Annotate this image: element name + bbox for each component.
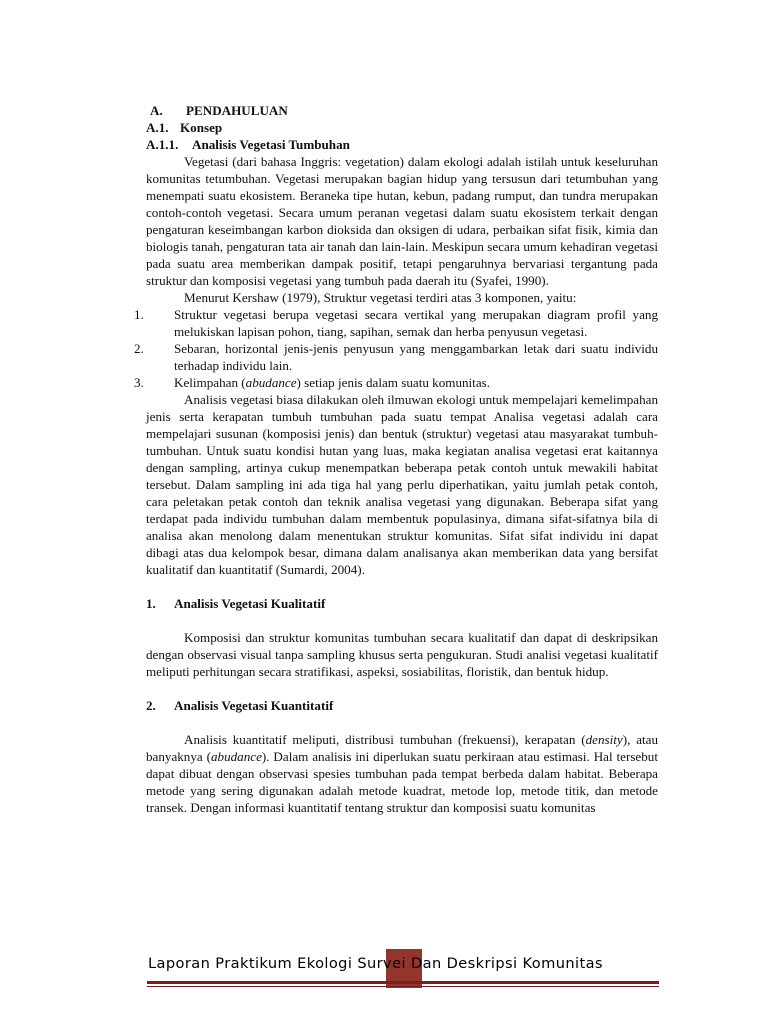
paragraph-kershaw: Menurut Kershaw (1979), Struktur vegetasi terdiri atas 3 komponen, yaitu: — [184, 290, 577, 305]
footer-rule-thin — [147, 986, 659, 987]
heading-title: PENDAHULUAN — [186, 103, 288, 118]
footer-rule-thick — [147, 981, 659, 984]
heading-number: A.1.1. — [146, 137, 179, 152]
heading-analisis-kuantitatif — [146, 697, 658, 714]
heading-title: Analisis Vegetasi Kuantitatif — [174, 698, 334, 713]
italic-term: density — [585, 732, 623, 747]
heading-analisis-vegetasi-tumbuhan — [146, 136, 658, 153]
paragraph-text: ), atau banyaknya ( — [146, 732, 659, 764]
paragraph-kuantitatif — [146, 731, 658, 816]
list-item — [134, 340, 658, 374]
heading-title: Analisis Vegetasi Kualitatif — [174, 596, 326, 611]
list-marker: 1. — [134, 307, 144, 322]
heading-title: Analisis Vegetasi Tumbuhan — [192, 137, 350, 152]
heading-number: 1. — [146, 596, 156, 611]
heading-pendahuluan — [146, 102, 658, 119]
list-item — [134, 374, 658, 391]
heading-number: A.1. — [146, 120, 169, 135]
list-item-text: Kelimpahan ( — [174, 375, 246, 390]
heading-analisis-kualitatif — [146, 595, 658, 612]
list-item-text: Struktur vegetasi berupa vegetasi secara vertikal yang merupakan diagram profil yang melukiskan lapisan pohon, tiang, sapihan, semak dan herba penyusun vegetasi. — [174, 307, 658, 339]
heading-number: A. — [150, 103, 163, 118]
paragraph-analisis-vegetasi: Analisis vegetasi biasa dilakukan oleh ilmuwan ekologi untuk mempelajari kemelimpahan jenis serta kerapatan tumbuh tumbuhan pada suatu tempat Analisa vegetasi adalah cara mempelajari susunan (komposisi jenis) dan bentuk (struktur) vegetasi atau masyarakat tumbuh-tumbuhan. Untuk suatu kondisi hutan yang luas, maka kegiatan analisa vegetasi erat kaitannya dengan sampling, artinya cukup menempatkan beberapa petak contoh untuk mewakili habitat tersebut. Dalam sampling ini ada tiga hal yang perlu diperhatikan, yaitu jumlah petak contoh, cara peletakan petak contoh dan teknik analisa vegetasi yang digunakan. Beberapa sifat yang terdapat pada individu tumbuhan dalam membentuk populasinya, dimana sifat-sifatnya bila di analisa akan menolong dalam menentukan struktur komunitas. Sifat sifat individu ini dapat dibagi atas dua kelompok besar, dimana dalam analisanya akan memberikan data yang bersifat kualitatif dan kuantitatif (Sumardi, 2004). — [146, 392, 658, 577]
list-item — [134, 306, 658, 340]
list-marker: 3. — [134, 375, 144, 390]
footer-title: Laporan Praktikum Ekologi Survei Dan Deskripsi Komunitas — [148, 955, 603, 972]
list-marker: 2. — [134, 341, 144, 356]
list-item-italic-term: abudance — [245, 375, 297, 390]
paragraph-text: ). Dalam analisis ini diperlukan suatu perkiraan atau estimasi. Hal tersebut dapat dibuat dengan observasi spesies tumbuhan pada tempat berbeda dalam habitat. Beberapa metode yang sering digunakan adalah metode kuadrat, metode lop, metode titik, dan metode transek. Dengan informasi kuantitatif tentang struktur dan komposisi suatu komunitas — [146, 749, 658, 815]
paragraph-vegetasi-definition: Vegetasi (dari bahasa Inggris: vegetation) dalam ekologi adalah istilah untuk keseluruhan komunitas tetumbuhan. Vegetasi merupakan bagian hidup yang tersusun dari tetumbuhan yang menempati suatu ekosistem. Beraneka tipe hutan, kebun, padang rumput, dan tundra merupakan contoh-contoh vegetasi. Secara umum peranan vegetasi dalam suatu ekosistem terkait dengan pengaturan keseimbangan karbon dioksida dan oksigen di udara, perbaikan sifat fisik, kimia dan biologis tanah, pengaturan tata air tanah dan lain-lain. Meskipun secara umum kehadiran vegetasi pada suatu area memberikan dampak positif, tetapi pengaruhnya bervariasi tergantung pada struktur dan komposisi vegetasi yang tumbuh pada daerah itu (Syafei, 1990). — [146, 154, 658, 288]
document-body — [134, 102, 659, 816]
list-item-text: Sebaran, horizontal jenis-jenis penyusun yang menggambarkan letak dari suatu individu terhadap individu lain. — [174, 341, 658, 373]
list-item-text: ) setiap jenis dalam suatu komunitas. — [296, 375, 491, 390]
structure-component-list — [134, 306, 658, 391]
paragraph-text: Analisis kuantitatif meliputi, distribusi tumbuhan (frekuensi), kerapatan ( — [184, 732, 586, 747]
heading-number: 2. — [146, 698, 156, 713]
heading-title: Konsep — [180, 120, 223, 135]
italic-term: abudance — [210, 749, 262, 764]
heading-konsep — [146, 119, 658, 136]
paragraph-kualitatif: Komposisi dan struktur komunitas tumbuhan secara kualitatif dan dapat di deskripsikan dengan observasi visual tanpa sampling khusus serta pengukuran. Studi analisi vegetasi kualitatif meliputi perhitungan secara stratifikasi, aspeksi, sosiabilitas, floristik, dan bentuk hidup. — [146, 630, 658, 679]
